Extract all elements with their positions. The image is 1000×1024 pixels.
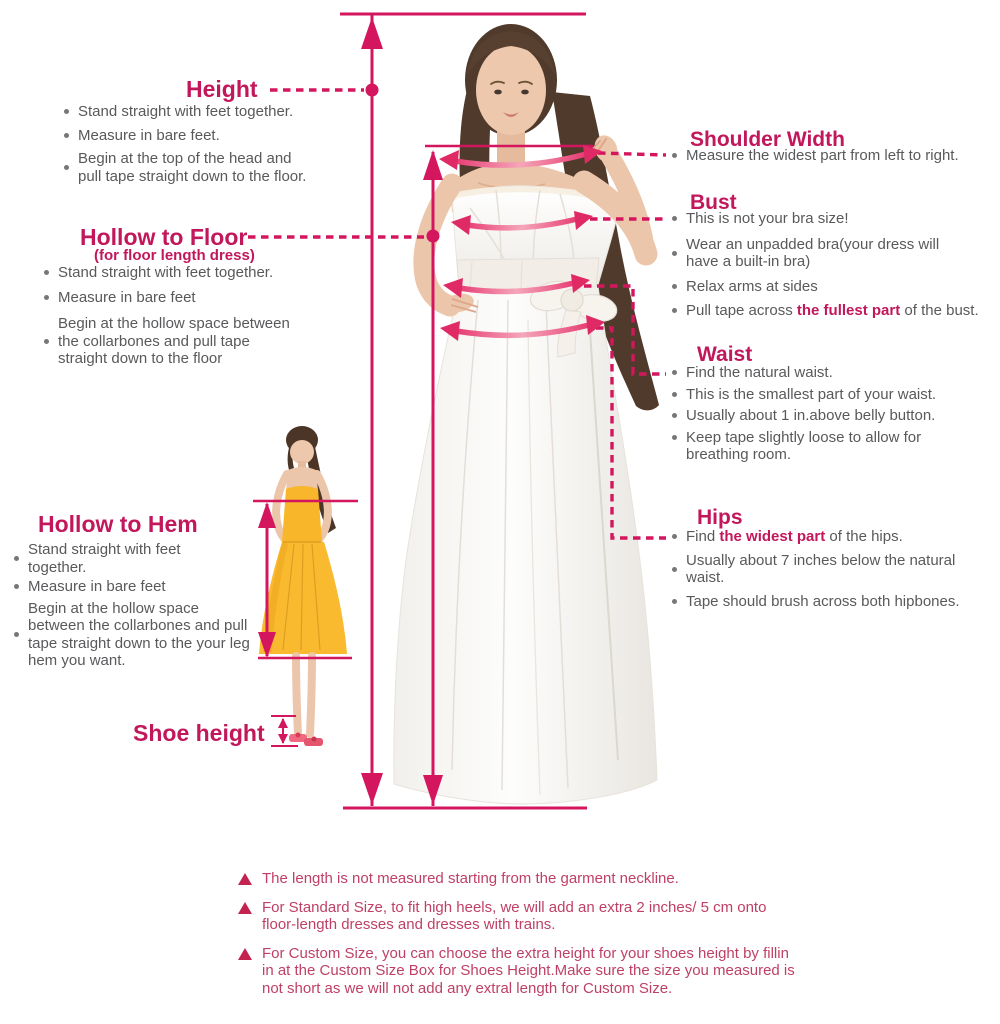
hollow-anchor-dot bbox=[427, 230, 440, 243]
bust-instructions bbox=[672, 210, 994, 326]
list-item: This is not your bra size! bbox=[672, 210, 994, 228]
bullet-dot bbox=[14, 584, 19, 589]
bullet-dot bbox=[672, 370, 677, 375]
arrowhead bbox=[361, 773, 383, 805]
footer-notes bbox=[238, 870, 838, 1008]
arrowhead bbox=[278, 734, 288, 744]
shoe-height-title: Shoe height bbox=[133, 720, 265, 746]
arrowhead bbox=[361, 17, 383, 49]
list-item: Begin at the top of the head and pull tape straight down to the floor. bbox=[64, 150, 364, 185]
bullet-dot bbox=[672, 599, 677, 604]
list-item: Stand straight with feet together. bbox=[64, 103, 364, 121]
bullet-dot bbox=[64, 133, 69, 138]
list-item: Measure in bare feet bbox=[14, 578, 264, 596]
hips-title: Hips bbox=[697, 506, 743, 529]
height-anchor-dot bbox=[366, 84, 379, 97]
small-model-illustration bbox=[259, 426, 347, 746]
warning-triangle-icon bbox=[238, 948, 252, 960]
list-item: Usually about 1 in.above belly button. bbox=[672, 407, 994, 425]
note-item: The length is not measured starting from the garment neckline. bbox=[238, 870, 838, 888]
list-item: Usually about 7 inches below the natural waist. bbox=[672, 552, 994, 587]
list-item: Tape should brush across both hipbones. bbox=[672, 593, 994, 611]
bullet-dot bbox=[672, 153, 677, 158]
bullet-dot bbox=[672, 251, 677, 256]
bullet-dot bbox=[672, 216, 677, 221]
shoulder-width-title: Shoulder Width bbox=[690, 128, 845, 151]
list-item: This is the smallest part of your waist. bbox=[672, 386, 994, 404]
waist-instructions bbox=[672, 364, 994, 470]
list-item: Stand straight with feet together. bbox=[44, 264, 374, 282]
list-item: Keep tape slightly loose to allow for breathing room. bbox=[672, 429, 994, 464]
bullet-dot bbox=[44, 339, 49, 344]
list-item: Stand straight with feet together. bbox=[14, 541, 264, 576]
list-item: Find the natural waist. bbox=[672, 364, 994, 382]
note-item: For Standard Size, to fit high heels, we will add an extra 2 inches/ 5 cm onto floor-length dresses and dresses with trains. bbox=[238, 899, 838, 934]
list-item: Pull tape across the fullest part of the bust. bbox=[672, 302, 994, 320]
arrowhead bbox=[439, 150, 459, 170]
hollow-to-floor-title: Hollow to Floor bbox=[80, 224, 248, 250]
height-title: Height bbox=[186, 76, 258, 102]
list-item: Begin at the hollow space between the collarbones and pull tape straight down to the your leg hem you want. bbox=[14, 600, 264, 670]
height-instructions bbox=[64, 103, 364, 191]
list-item: Measure the widest part from left to right. bbox=[672, 147, 994, 165]
hollow-to-hem-title: Hollow to Hem bbox=[38, 511, 198, 537]
bullet-dot bbox=[672, 284, 677, 289]
bullet-dot bbox=[672, 567, 677, 572]
note-item: For Custom Size, you can choose the extra height for your shoes height by fillin in at the Custom Size Box for Shoes Height.Make sure the size you measured is not short as we will not add any extral length for Custom Size. bbox=[238, 945, 838, 998]
bullet-dot bbox=[14, 556, 19, 561]
hips-instructions bbox=[672, 528, 994, 616]
bullet-dot bbox=[672, 435, 677, 440]
list-item: Find the widest part of the hips. bbox=[672, 528, 994, 546]
list-item: Begin at the hollow space between the collarbones and pull tape straight down to the floor bbox=[44, 315, 374, 368]
pink-heels bbox=[289, 733, 323, 747]
bullet-dot bbox=[64, 165, 69, 170]
highlighted-phrase: the fullest part bbox=[796, 302, 901, 319]
shoulder-width-instructions bbox=[672, 147, 994, 171]
hollow-to-hem-instructions bbox=[14, 541, 264, 676]
arrowhead bbox=[423, 150, 443, 180]
bullet-dot bbox=[44, 295, 49, 300]
warning-triangle-icon bbox=[238, 873, 252, 885]
waist-title: Waist bbox=[697, 343, 753, 366]
bullet-dot bbox=[672, 308, 677, 313]
bullet-dot bbox=[14, 632, 19, 637]
bullet-dot bbox=[672, 534, 677, 539]
highlighted-phrase: the widest part bbox=[719, 528, 826, 545]
bullet-dot bbox=[44, 270, 49, 275]
hollow-to-floor-instructions bbox=[44, 264, 374, 374]
bust-title: Bust bbox=[690, 191, 737, 214]
bullet-dot bbox=[64, 109, 69, 114]
list-item: Relax arms at sides bbox=[672, 278, 994, 296]
arrowhead bbox=[278, 718, 288, 728]
list-item: Measure in bare feet bbox=[44, 289, 374, 307]
bullet-dot bbox=[672, 392, 677, 397]
hollow-to-floor-subtitle: (for floor length dress) bbox=[94, 247, 255, 264]
list-item: Wear an unpadded bra(your dress will have a built-in bra) bbox=[672, 236, 994, 271]
list-item: Measure in bare feet. bbox=[64, 127, 364, 145]
warning-triangle-icon bbox=[238, 902, 252, 914]
bullet-dot bbox=[672, 413, 677, 418]
